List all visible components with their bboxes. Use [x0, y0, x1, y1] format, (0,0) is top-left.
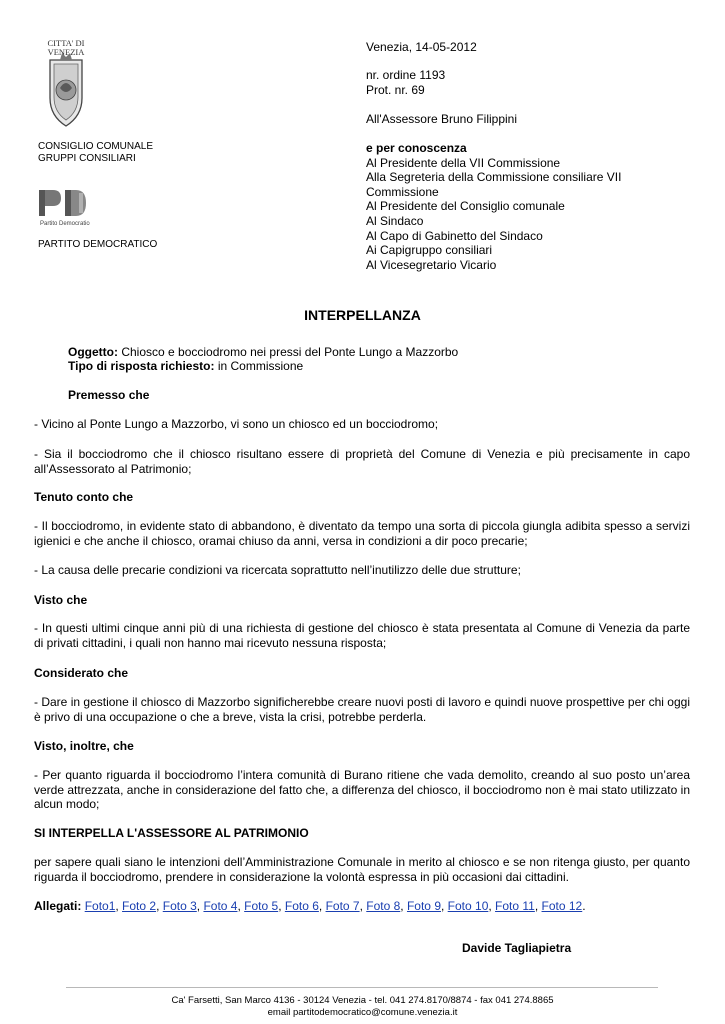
subject-line: [68, 345, 458, 360]
cc-label: e per conoscenza: [366, 141, 467, 155]
document-title: INTERPELLANZA: [304, 307, 421, 323]
council-line-2: GRUPPI CONSILIARI: [38, 153, 136, 164]
response-type-line: [68, 359, 303, 374]
section-tenuto: Tenuto conto che: [34, 490, 134, 504]
footer-email: email partitodemocratico@comune.venezia.it: [267, 1007, 458, 1018]
cc-item: Al Presidente del Consiglio comunale: [366, 199, 565, 214]
attachments-label: Allegati:: [34, 899, 82, 913]
attachment-link[interactable]: Foto 10: [447, 899, 489, 913]
attachment-link[interactable]: Foto 9: [406, 899, 441, 913]
paragraph: - Per quanto riguarda il bocciodromo l’intera comunità di Burano ritiene che vada demolito, creando al suo posto un’area verde attrezzata, anche in considerazione del fatto che, a differenza del chiosco, il bocciodromo non è mai stato utilizzato in alcun modo;: [34, 768, 690, 812]
attachment-link[interactable]: Foto 3: [162, 899, 197, 913]
cc-item: Ai Capigruppo consiliari: [366, 243, 493, 258]
protocol: Prot. nr. 69: [366, 83, 425, 97]
paragraph: - In questi ultimi cinque anni più di una richiesta di gestione del chiosco è stata presentata al Comune di Venezia da parte di privati cittadini, i quali non hanno mai ricevuto nessuna risposta;: [34, 621, 690, 650]
svg-text:CITTA' DI: CITTA' DI: [47, 38, 85, 48]
section-si-interpella: SI INTERPELLA L'ASSESSORE AL PATRIMONIO: [34, 826, 309, 840]
svg-text:VENEZIA: VENEZIA: [47, 47, 85, 57]
date: Venezia, 14-05-2012: [366, 40, 477, 54]
attachment-link[interactable]: Foto 2: [122, 899, 157, 913]
council-line-1: CONSIGLIO COMUNALE: [38, 141, 154, 152]
paragraph: - Il bocciodromo, in evidente stato di abbandono, è diventato da tempo una sorta di piccola giungla adibita spesso a servizi igienici e che anche il chiosco, oramai chiuso da anni, versa in condizioni a dir poco precarie;: [34, 519, 690, 548]
attachment-link[interactable]: Foto 5: [244, 899, 279, 913]
paragraph: per sapere quali siano le intenzioni dell’Amministrazione Comunale in merito al chiosco e se non ritenga giusto, per quanto riguarda il bocciodromo, prendere in considerazione la volontà espressa in più occasioni dai cittadini.: [34, 855, 690, 884]
footer-divider: [66, 987, 658, 988]
attachments: Allegati: Foto1, Foto 2, Foto 3, Foto 4, Foto 5, Foto 6, Foto 7, Foto 8, Foto 9, Foto 10, Foto 11, Foto 12.: [34, 899, 586, 913]
section-visto-inoltre: Visto, inoltre, che: [34, 739, 134, 753]
attachment-link[interactable]: Foto 11: [495, 899, 535, 913]
subject-text: Chiosco e bocciodromo nei pressi del Ponte Lungo a Mazzorbo: [121, 345, 459, 359]
attachment-link[interactable]: Foto1: [84, 899, 116, 913]
cc-item: Al Presidente della VII Commissione: [366, 155, 561, 170]
attachment-link[interactable]: Foto 4: [203, 899, 238, 913]
response-type-label: Tipo di risposta richiesto:: [68, 359, 215, 373]
section-visto: Visto che: [34, 593, 88, 607]
attachment-link[interactable]: Foto 8: [366, 899, 401, 913]
paragraph: - Vicino al Ponte Lungo a Mazzorbo, vi sono un chiosco ed un bocciodromo;: [34, 417, 439, 431]
subject-label: Oggetto:: [68, 345, 118, 359]
cc-item: Al Sindaco: [366, 213, 424, 228]
cc-item: Commissione: [366, 184, 439, 199]
section-considerato: Considerato che: [34, 666, 129, 680]
ordine: nr. ordine 1193: [366, 68, 446, 82]
cc-item: Alla Segreteria della Commissione consiliare VII: [366, 170, 622, 185]
paragraph: - Dare in gestione il chiosco di Mazzorbo significherebbe creare nuovi posti di lavoro e quindi nuove prospettive per chi oggi è privo di una occupazione o che a breve, vista la crisi, potrebbe perderla.: [34, 695, 690, 724]
city-of-venice-logo: [38, 38, 94, 135]
signature: Davide Tagliapietra: [462, 941, 572, 955]
pd-logo: [38, 187, 90, 227]
footer-address: Ca' Farsetti, San Marco 4136 - 30124 Venezia - tel. 041 274.8170/8874 - fax 041 274.8865: [171, 995, 554, 1006]
section-premesso: Premesso che: [68, 388, 150, 402]
party-name: PARTITO DEMOCRATICO: [38, 239, 158, 250]
paragraph: - La causa delle precarie condizioni va ricercata soprattutto nell’inutilizzo delle due strutture;: [34, 563, 521, 577]
paragraph: - Sia il bocciodromo che il chiosco risultano essere di proprietà del Comune di Venezia e più precisamente in capo all’Assessorato al Patrimonio;: [34, 447, 690, 476]
attachment-link[interactable]: Foto 7: [325, 899, 360, 913]
cc-item: Al Vicesegretario Vicario: [366, 257, 497, 272]
footer: [0, 995, 725, 1019]
attachment-link[interactable]: Foto 6: [284, 899, 319, 913]
pd-logo-caption: Partito Democratico: [40, 221, 90, 227]
cc-item: Al Capo di Gabinetto del Sindaco: [366, 228, 543, 243]
response-type-text: in Commissione: [217, 359, 304, 373]
recipient: All'Assessore Bruno Filippini: [366, 112, 518, 126]
attachment-link[interactable]: Foto 12: [541, 899, 583, 913]
